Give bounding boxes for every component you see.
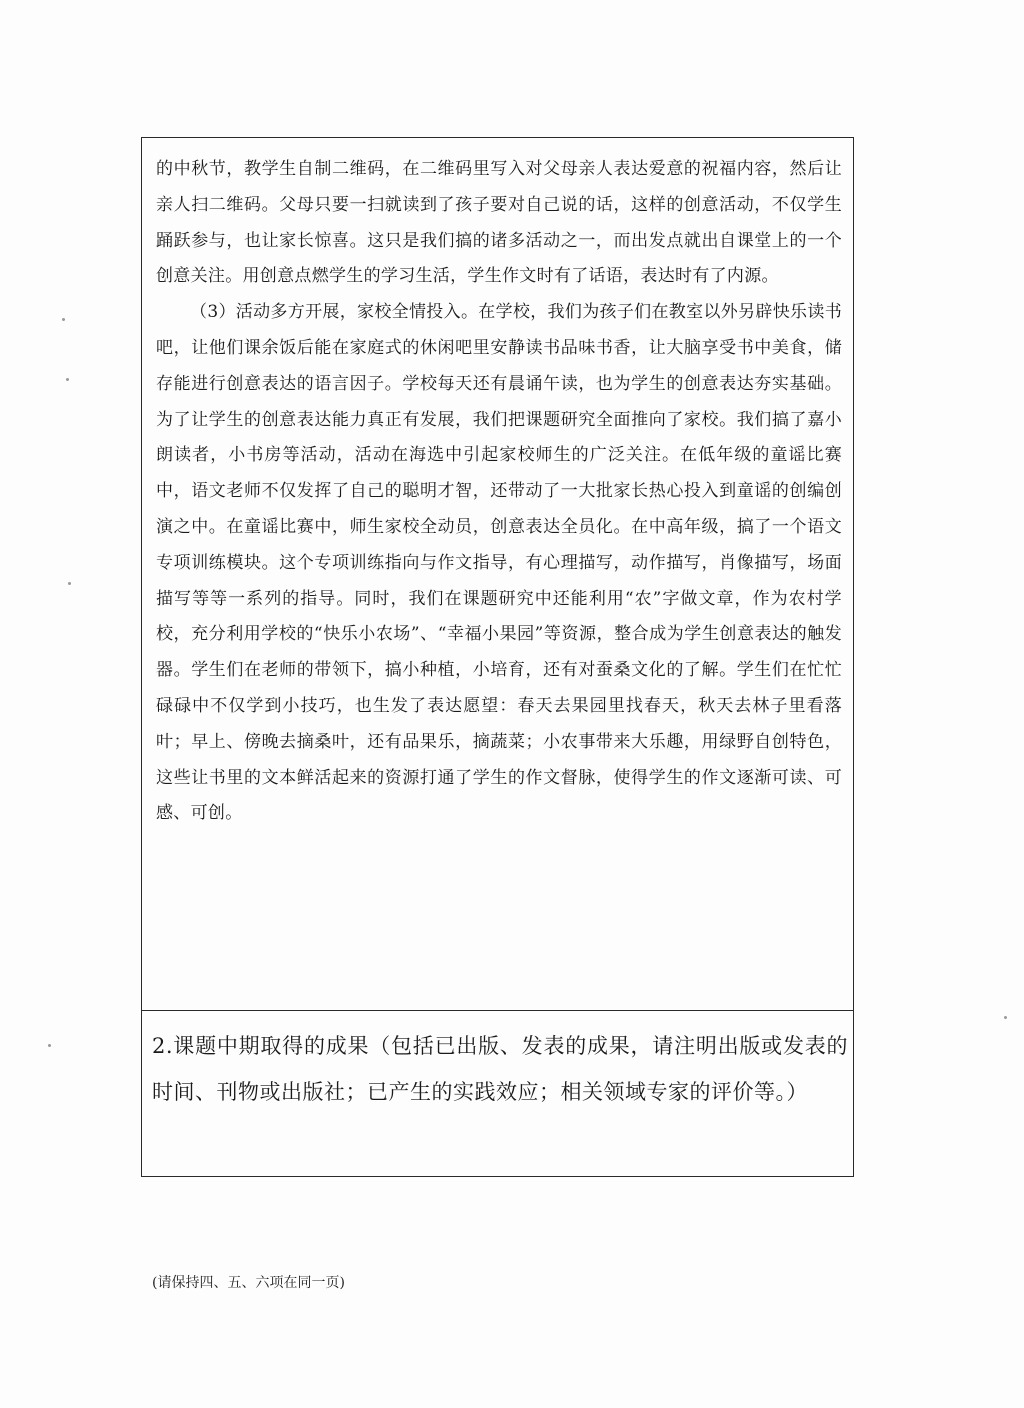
achievements-heading: 2.课题中期取得的成果（包括已出版、发表的成果，请注明出版或发表的时间、刊物或出版社；已产生的实践效应；相关领域专家的评价等。）: [152, 1034, 848, 1104]
paragraph-mid-autumn-activity: 的中秋节，教学生自制二维码，在二维码里写入对父母亲人表达爱意的祝福内容，然后让亲人扫二维码。父母只要一扫就读到了孩子要对自己说的话，这样的创意活动，不仅学生踊跃参与，也让家长惊喜。这只是我们搞的诸多活动之一，而出发点就出自课堂上的一个创意关注。用创意点燃学生的学习生活，学生作文时有了话语，表达时有了内源。: [156, 159, 842, 287]
achievements-section-cell: [142, 1011, 853, 1178]
scan-speck: [68, 582, 71, 585]
scan-speck: [1004, 1016, 1007, 1019]
page-footnote: (请保持四、五、六项在同一页): [152, 1275, 345, 1291]
progress-section-text: [156, 152, 842, 832]
form-table: [141, 137, 854, 1177]
scan-speck: [48, 1044, 51, 1047]
scan-speck: [66, 378, 69, 381]
scan-speck: [62, 318, 65, 321]
progress-section-cell: [142, 138, 853, 1011]
paragraph-home-school-activities: （3）活动多方开展，家校全情投入。在学校，我们为孩子们在教室以外另辟快乐读书吧，让他们课余饭后能在家庭式的休闲吧里安静读书品味书香，让大脑享受书中美食，储存能进行创意表达的语言因子。学校每天还有晨诵午读，也为学生的创意表达夯实基础。为了让学生的创意表达能力真正有发展，我们把课题研究全面推向了家校。我们搞了嘉小朗读者，小书房等活动，活动在海选中引起家校师生的广泛关注。在低年级的童谣比赛中，语文老师不仅发挥了自己的聪明才智，还带动了一大批家长热心投入到童谣的创编创演之中。在童谣比赛中，师生家校全动员，创意表达全员化。在中高年级，搞了一个语文专项训练模块。这个专项训练指向与作文指导，有心理描写，动作描写，肖像描写，场面描写等等一系列的指导。同时，我们在课题研究中还能利用“农”字做文章，作为农村学校，充分利用学校的“快乐小农场”、“幸福小果园”等资源，整合成为学生创意表达的触发器。学生们在老师的带领下，搞小种植，小培育，还有对蚕桑文化的了解。学生们在忙忙碌碌中不仅学到小技巧，也生发了表达愿望：春天去果园里找春天，秋天去林子里看落叶；早上、傍晚去摘桑叶，还有品果乐，摘蔬菜；小农事带来大乐趣，用绿野自创特色，这些让书里的文本鲜活起来的资源打通了学生的作文督脉，使得学生的作文逐渐可读、可感、可创。: [156, 302, 842, 824]
